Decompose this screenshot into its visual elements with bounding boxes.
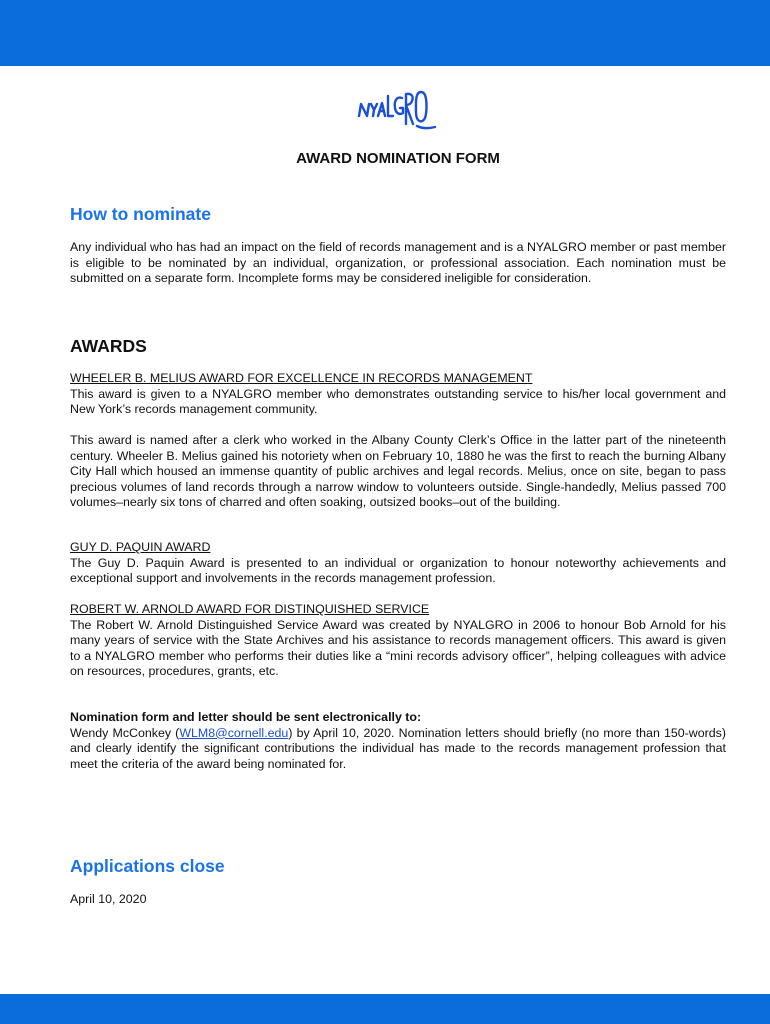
paquin-award-section: [70, 540, 726, 587]
melius-award-name: WHEELER B. MELIUS AWARD FOR EXCELLENCE IN RECORDS MANAGEMENT: [70, 371, 533, 385]
submission-text-after: ) by April 10, 2020. Nomination letters should briefly (no more than 150-words) and clearly identify the significant contributions the individual has made to the records management profession that meet the criteria of the award being nominated for.: [70, 725, 726, 771]
arnold-award-desc: The Robert W. Arnold Distinguished Service Award was created by NYALGRO in 2006 to honour Bob Arnold for his many years of service with the State Archives and his assistance to records management officers. This award is given to a NYALGRO member who performs their duties like a “mini records advisory officer”, helping colleagues with advice on resources, procedures, grants, etc.: [70, 617, 726, 679]
paquin-award-desc: The Guy D. Paquin Award is presented to an individual or organization to honour noteworthy achievements and exceptional support and involvements in the records management profession.: [70, 555, 726, 586]
melius-award-desc: This award is given to a NYALGRO member who demonstrates outstanding service to his/her local government and New York’s records management community.: [70, 386, 726, 417]
arnold-award-section: [70, 602, 726, 680]
applications-close-date: April 10, 2020: [70, 892, 147, 906]
paquin-award-name: GUY D. PAQUIN AWARD: [70, 540, 211, 554]
applications-close-heading: Applications close: [70, 856, 225, 876]
contact-email-link[interactable]: WLM8@cornell.edu: [179, 725, 289, 740]
form-title: AWARD NOMINATION FORM: [296, 150, 500, 167]
submission-label: Nomination form and letter should be sent electronically to:: [70, 710, 422, 724]
how-to-nominate-text: Any individual who has had an impact on the field of records management and is a NYALGRO member or past member is eligible to be nominated by an individual, organization, or professional association. Each nomination must be submitted on a separate form. Incomplete forms may be considered ineligible for consideration.: [70, 240, 726, 286]
how-to-nominate-heading: How to nominate: [70, 204, 211, 224]
top-color-band: [0, 0, 770, 66]
nyalgro-logo: [355, 84, 441, 136]
submission-text-before: Wendy McConkey (: [70, 725, 180, 740]
awards-heading: AWARDS: [70, 336, 147, 356]
melius-award-history: This award is named after a clerk who worked in the Albany County Clerk’s Office in the latter part of the nineteenth century. Wheeler B. Melius gained his notoriety when on February 10, 1880 he was the first to reach the burning Albany City Hall which housed an immense quantity of public archives and legal records. Melius, once on site, began to pass precious volumes of land records through a narrow window to volunteers outside. Single-handedly, Melius passed 700 volumes–nearly six tons of charred and often soaking, outsized books–out of the building.: [70, 433, 726, 510]
arnold-award-name: ROBERT W. ARNOLD AWARD FOR DISTINQUISHED SERVICE: [70, 602, 430, 616]
melius-award-section: [70, 371, 726, 418]
bottom-color-band: [0, 994, 770, 1024]
submission-section: [70, 710, 726, 772]
